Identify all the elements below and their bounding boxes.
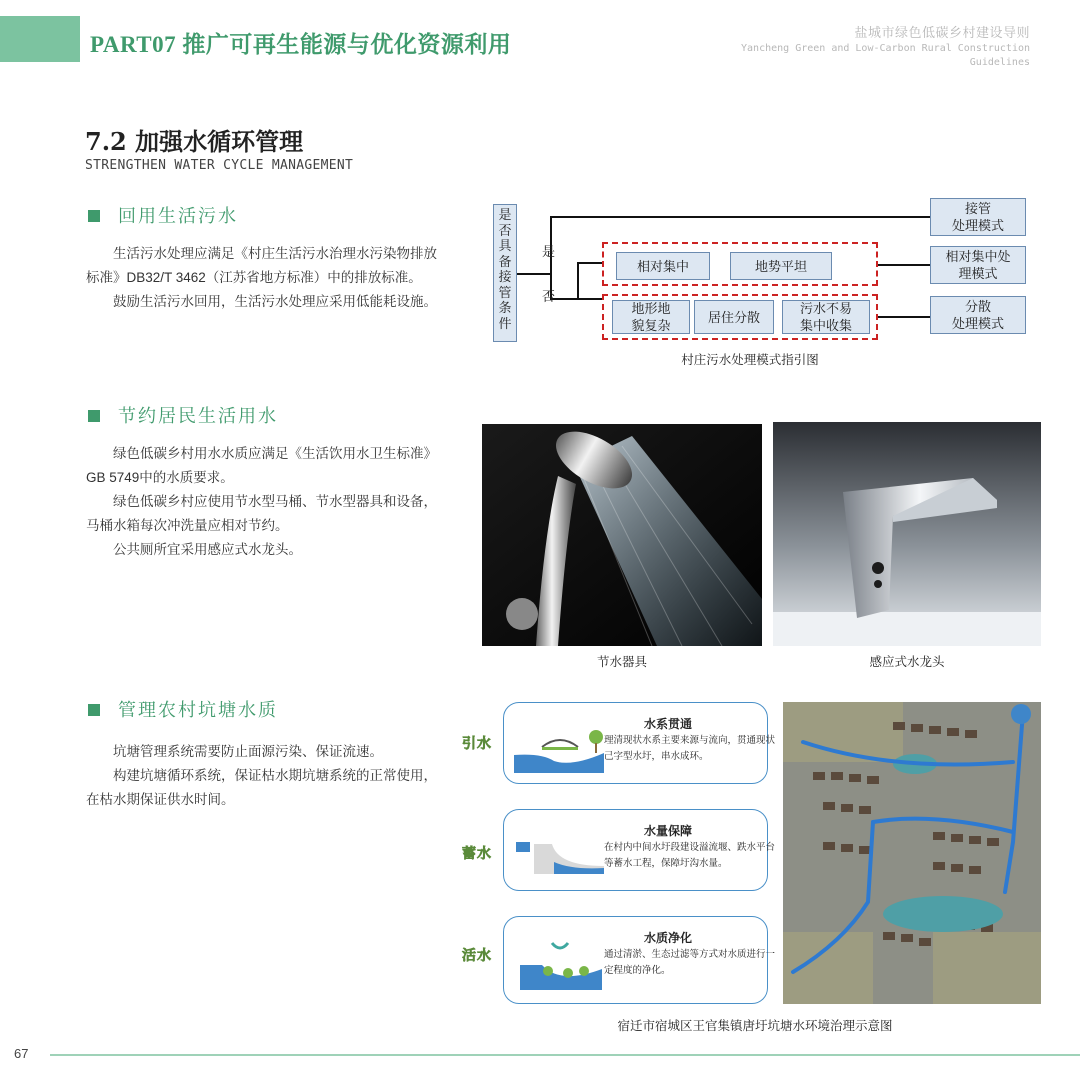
- card-title: 水系贯通: [644, 717, 693, 731]
- no-label: 否: [542, 289, 556, 304]
- pond-caption: 宿迁市宿城区王官集镇唐圩坑塘水环境治理示意图: [617, 1019, 893, 1033]
- card-text: 通过清淤、生态过滤等方式对水质进行一定程度的净化。: [604, 949, 776, 976]
- box-scattered-mode: 分散 处理模式: [930, 296, 1026, 334]
- paragraph: 生活污水处理应满足《村庄生活污水治理水污染物排放标准》DB32/T 3462（江苏省地方标准）中的排放标准。: [86, 246, 437, 285]
- water-connection-icon: [512, 723, 607, 773]
- connector-line: [878, 316, 935, 318]
- header-accent-band: [0, 16, 80, 62]
- card-text: 理清现状水系主要来源与流向，贯通现状己字型水圩，串水成环。: [604, 735, 776, 762]
- sewage-flow-diagram: [490, 198, 1050, 348]
- connector-line: [577, 262, 602, 264]
- box-relatively-concentrated: 相对集中: [616, 252, 710, 280]
- side-label-live-water: 活水: [462, 947, 492, 963]
- guide-title-en-1: Yancheng Green and Low-Carbon Rural Construction: [741, 43, 1030, 54]
- box-concentrated-mode: 相对集中处 理模式: [930, 246, 1026, 284]
- connector-line: [550, 216, 935, 218]
- section-title: 7.2 加强水循环管理: [85, 127, 304, 156]
- guide-title-cn: 盐城市绿色低碳乡村建设导则: [854, 26, 1030, 41]
- page-number: 67: [14, 1046, 29, 1061]
- sensor-faucet-photo: [773, 422, 1041, 646]
- pond-village-map: [783, 702, 1041, 1004]
- card-text: 在村内中间水圩段建设溢流堰、跌水平台等蓄水工程，保障圩沟水量。: [604, 842, 776, 869]
- paragraph-save-water: [86, 442, 446, 562]
- paragraph: 鼓励生活污水回用，生活污水处理应采用低能耗设施。: [113, 294, 437, 309]
- water-storage-icon: [512, 832, 607, 882]
- box-complex-terrain: 地形地 貌复杂: [612, 300, 690, 334]
- paragraph: 构建坑塘循环系统，保证枯水期坑塘系统的正常使用，在枯水期保证供水时间。: [86, 768, 437, 807]
- connector-line: [577, 262, 579, 298]
- paragraph: 绿色低碳乡村应使用节水型马桶、节水型器具和设备，马桶水箱每次冲洗量应相对节约。: [86, 494, 437, 533]
- box-flat-terrain: 地势平坦: [730, 252, 832, 280]
- section-subtitle: STRENGTHEN WATER CYCLE MANAGEMENT: [85, 158, 354, 173]
- connector-line: [878, 264, 935, 266]
- photo-caption-sensor-faucet: 感应式水龙头: [869, 655, 945, 669]
- paragraph-pond-water: [86, 740, 446, 812]
- side-label-store-water: 蓄水: [462, 845, 492, 861]
- paragraph: 坑塘管理系统需要防止面源污染、保证流速。: [113, 744, 383, 759]
- part-title: PART07 推广可再生能源与优化资源利用: [90, 32, 512, 57]
- subheading-reuse-sewage: 回用生活污水: [88, 202, 238, 228]
- card-title: 水质净化: [644, 931, 693, 945]
- bullet-square-icon: [88, 410, 100, 422]
- side-label-draw-water: 引水: [462, 735, 492, 751]
- question-box: 是否具备接管条件: [493, 204, 517, 342]
- bullet-square-icon: [88, 704, 100, 716]
- connector-line: [517, 273, 551, 275]
- bullet-square-icon: [88, 210, 100, 222]
- box-scattered-living: 居住分散: [694, 300, 774, 334]
- card-water-quantity: [503, 809, 776, 891]
- paragraph: 绿色低碳乡村用水水质应满足《生活饮用水卫生标准》GB 5749中的水质要求。: [86, 446, 437, 485]
- diagram-caption: 村庄污水处理模式指引图: [681, 353, 819, 367]
- subheading-save-water: 节约居民生活用水: [88, 402, 278, 428]
- paragraph-reuse-sewage: [86, 242, 446, 314]
- subheading-pond-water: 管理农村坑塘水质: [88, 696, 278, 722]
- water-purification-icon: [512, 935, 607, 990]
- photo-caption-water-saving: 节水器具: [596, 655, 647, 669]
- paragraph: 公共厕所宜采用感应式水龙头。: [113, 542, 302, 557]
- footer-divider: [50, 1054, 1080, 1056]
- shower-head-photo: [482, 424, 762, 646]
- guide-title-en-2: Guidelines: [969, 57, 1030, 68]
- connector-line: [550, 298, 602, 300]
- box-hard-to-collect: 污水不易 集中收集: [782, 300, 870, 334]
- card-title: 水量保障: [644, 824, 693, 838]
- box-pipe-mode: 接管 处理模式: [930, 198, 1026, 236]
- guide-title: [730, 22, 1030, 69]
- card-water-connection: [503, 702, 776, 784]
- yes-label: 是: [542, 244, 556, 259]
- card-water-purification: [503, 916, 776, 1004]
